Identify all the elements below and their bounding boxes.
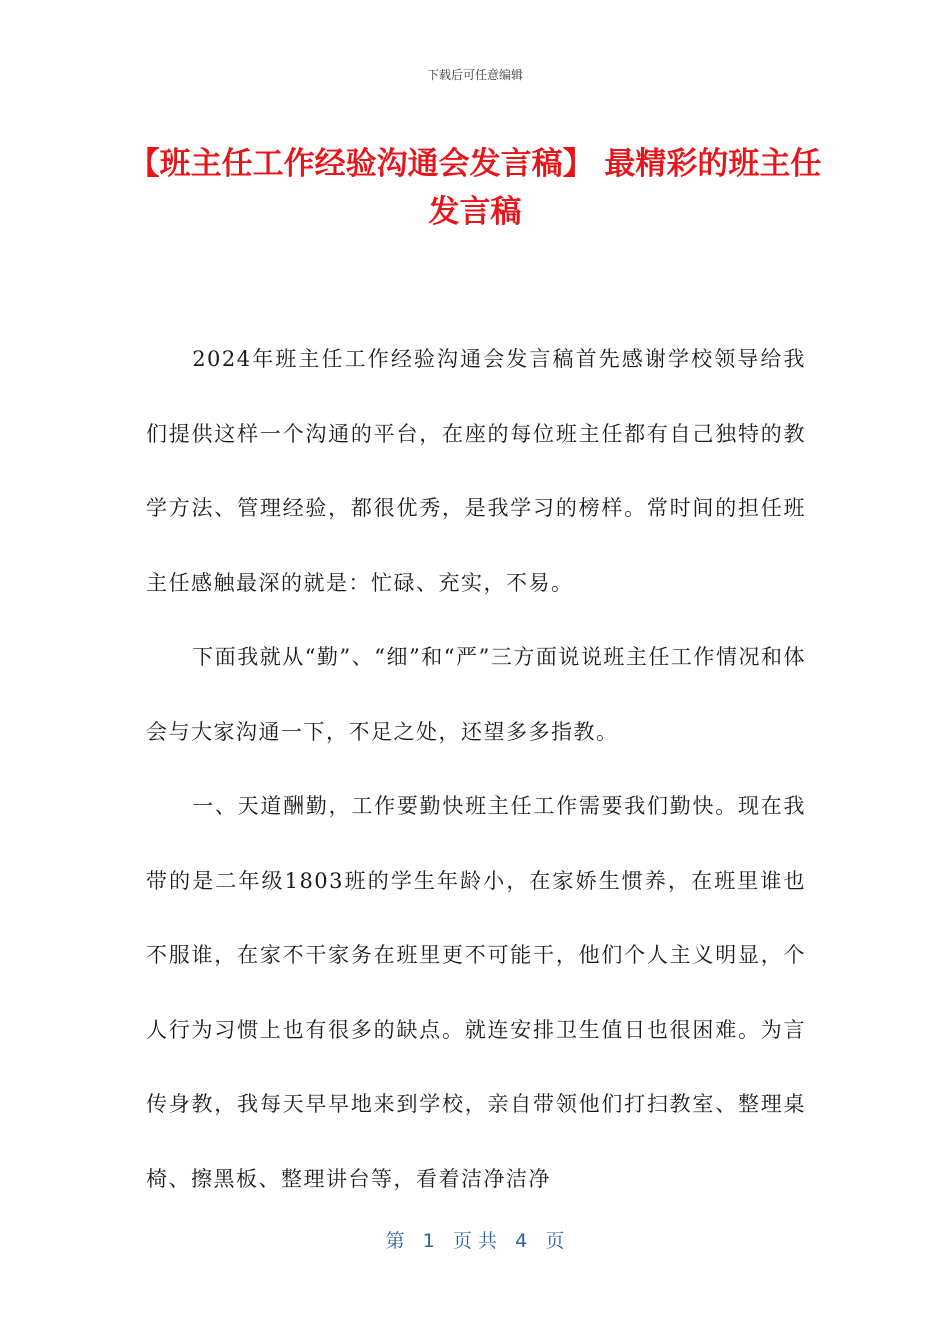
paragraph-3: 一、天道酬勤，工作要勤快班主任工作需要我们勤快。现在我带的是二年级1803班的学生年龄小，在家娇生惯养，在班里谁也不服谁，在家不干家务在班里更不可能干，他们个人主义明显，个人行为习惯上也有很多的缺点。就连安排卫生值日也很困难。为言传身教，我每天早早地来到学校，亲自带领他们打扫教室、整理桌椅、擦黑板、整理讲台等，看着洁净洁净 — [146, 794, 806, 1191]
paragraph-1: 2024年班主任工作经验沟通会发言稿首先感谢学校领导给我们提供这样一个沟通的平台，在座的每位班主任都有自己独特的教学方法、管理经验，都很优秀，是我学习的榜样。常时间的担任班主任感触最深的就是：忙碌、充实，不易。 — [146, 347, 806, 595]
page-footer — [0, 1226, 950, 1253]
page-number-label: 第 1 页 共 4 页 — [385, 1230, 565, 1252]
paragraph-2: 下面我就从“勤”、“细”和“严”三方面说说班主任工作情况和体会与大家沟通一下，不足之处，还望多多指教。 — [146, 645, 806, 744]
document-title: 【班主任工作经验沟通会发言稿】 最精彩的班主任发言稿 — [128, 146, 822, 230]
document-body — [146, 322, 806, 1216]
page-header-note: 下载后可任意编辑 — [426, 68, 523, 82]
